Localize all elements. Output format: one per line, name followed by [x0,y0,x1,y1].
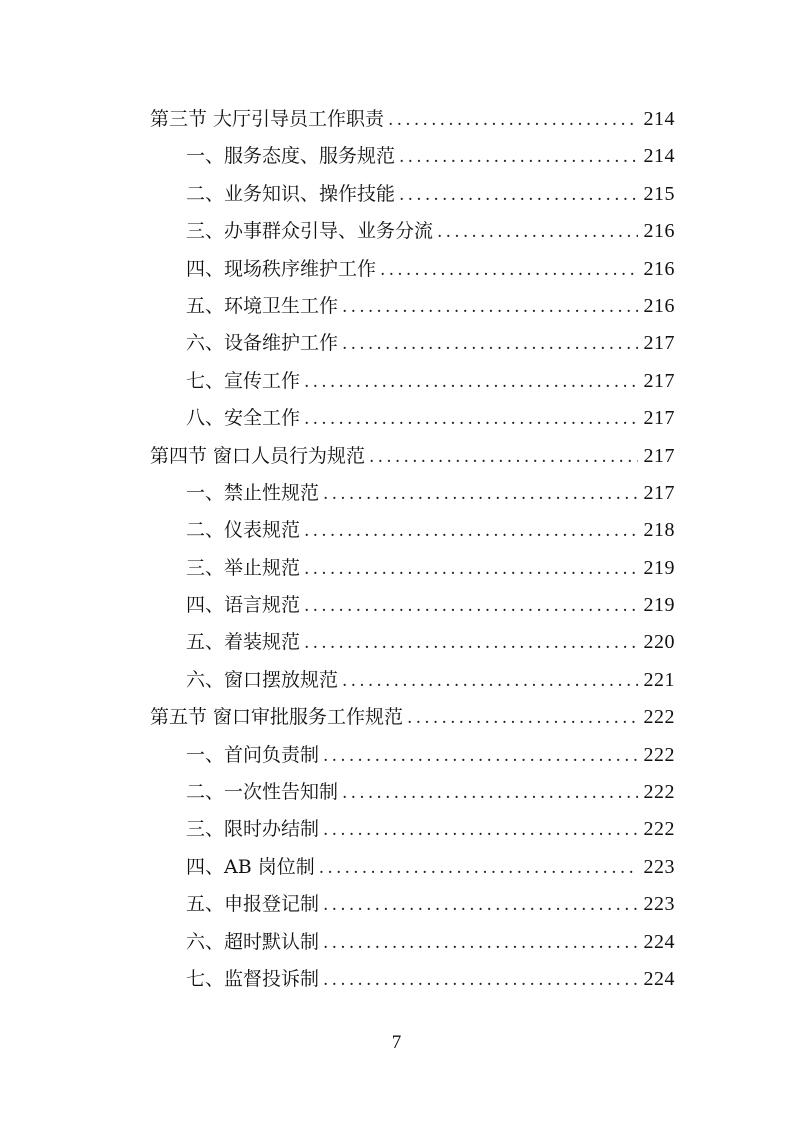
toc-item-entry[interactable] [150,662,675,699]
toc-dot-leader [304,625,637,662]
table-of-contents [150,101,675,998]
toc-dot-leader [342,289,637,326]
toc-entry-page: 222 [643,781,675,804]
toc-entry-label: 三、限时办结制 [186,818,320,841]
toc-section-entry[interactable] [150,438,675,475]
toc-item-entry[interactable] [150,849,675,886]
toc-entry-label: 二、业务知识、操作技能 [186,182,396,205]
toc-entry-page: 220 [643,631,675,654]
toc-entry-page: 217 [643,481,675,504]
toc-section-entry[interactable] [150,101,675,138]
toc-dot-leader [304,401,637,438]
toc-entry-page: 221 [643,668,675,691]
toc-entry-page: 216 [643,220,675,243]
toc-entry-label: 第五节 窗口审批服务工作规范 [150,706,404,729]
toc-entry-label: 五、环境卫生工作 [186,294,339,317]
toc-item-entry[interactable] [150,213,675,250]
toc-entry-label: 第三节 大厅引导员工作职责 [150,108,385,130]
toc-entry-page: 223 [643,893,675,916]
toc-dot-leader [388,102,637,139]
toc-entry-page: 217 [643,332,675,355]
toc-item-entry[interactable] [150,251,675,288]
toc-entry-label: 五、申报登记制 [186,893,320,916]
toc-entry-page: 219 [643,556,675,579]
toc-dot-leader [437,214,637,251]
toc-dot-leader [304,551,637,588]
toc-item-entry[interactable] [150,961,675,998]
toc-entry-label: 一、禁止性规范 [186,481,320,504]
page-number: 7 [391,1032,402,1053]
toc-item-entry[interactable] [150,737,675,774]
toc-entry-label: 一、首问负责制 [186,743,320,766]
toc-dot-leader [369,439,637,476]
toc-entry-label: 六、窗口摆放规范 [186,668,339,691]
toc-entry-page: 214 [643,108,675,130]
toc-section-entry[interactable] [150,699,675,736]
toc-dot-leader [342,326,637,363]
toc-dot-leader [342,663,637,700]
toc-item-entry[interactable] [150,176,675,213]
toc-item-entry[interactable] [150,325,675,362]
toc-entry-page: 217 [643,369,675,392]
toc-entry-label: 四、现场秩序维护工作 [186,257,377,280]
toc-item-entry[interactable] [150,886,675,923]
toc-entry-page: 224 [643,930,675,953]
toc-dot-leader [342,775,637,812]
toc-entry-page: 222 [643,818,675,841]
toc-entry-label: 一、服务态度、服务规范 [186,145,396,168]
toc-entry-page: 218 [643,519,675,542]
toc-item-entry[interactable] [150,138,675,175]
toc-entry-page: 215 [643,182,675,205]
toc-item-entry[interactable] [150,587,675,624]
toc-entry-page: 219 [643,594,675,617]
toc-entry-label: 三、办事群众引导、业务分流 [186,220,434,243]
toc-dot-leader [319,850,638,887]
toc-item-entry[interactable] [150,512,675,549]
toc-entry-label: 四、AB 岗位制 [186,855,315,878]
toc-item-entry[interactable] [150,400,675,437]
toc-entry-page: 216 [643,257,675,280]
toc-dot-leader [380,252,637,289]
toc-entry-label: 三、举止规范 [186,556,301,579]
toc-dot-leader [323,812,637,849]
toc-dot-leader [304,513,637,550]
toc-entry-label: 二、一次性告知制 [186,781,339,804]
toc-entry-label: 八、安全工作 [186,407,301,430]
toc-item-entry[interactable] [150,624,675,661]
toc-item-entry[interactable] [150,774,675,811]
toc-item-entry[interactable] [150,924,675,961]
toc-item-entry[interactable] [150,550,675,587]
toc-dot-leader [323,887,637,924]
toc-entry-page: 222 [643,743,675,766]
toc-dot-leader [304,588,637,625]
toc-entry-page: 216 [643,294,675,317]
toc-item-entry[interactable] [150,288,675,325]
toc-entry-page: 217 [643,407,675,430]
toc-dot-leader [323,738,637,775]
toc-item-entry[interactable] [150,811,675,848]
toc-entry-page: 222 [643,706,675,729]
toc-entry-label: 二、仪表规范 [186,519,301,542]
toc-item-entry[interactable] [150,475,675,512]
toc-entry-label: 七、宣传工作 [186,369,301,392]
toc-entry-page: 224 [643,967,675,990]
toc-item-entry[interactable] [150,363,675,400]
toc-entry-page: 223 [643,855,675,878]
toc-entry-page: 217 [643,444,675,467]
toc-dot-leader [323,476,637,513]
toc-dot-leader [407,700,637,737]
toc-entry-label: 五、着装规范 [186,631,301,654]
toc-entry-page: 214 [643,145,675,168]
toc-entry-label: 四、语言规范 [186,594,301,617]
toc-dot-leader [323,925,637,962]
toc-entry-label: 第四节 窗口人员行为规范 [150,444,366,467]
toc-entry-label: 六、设备维护工作 [186,332,339,355]
toc-entry-label: 七、监督投诉制 [186,967,320,990]
toc-dot-leader [323,962,637,999]
toc-entry-label: 六、超时默认制 [186,930,320,953]
toc-dot-leader [304,364,637,401]
toc-dot-leader [399,139,637,176]
toc-dot-leader [399,177,637,214]
